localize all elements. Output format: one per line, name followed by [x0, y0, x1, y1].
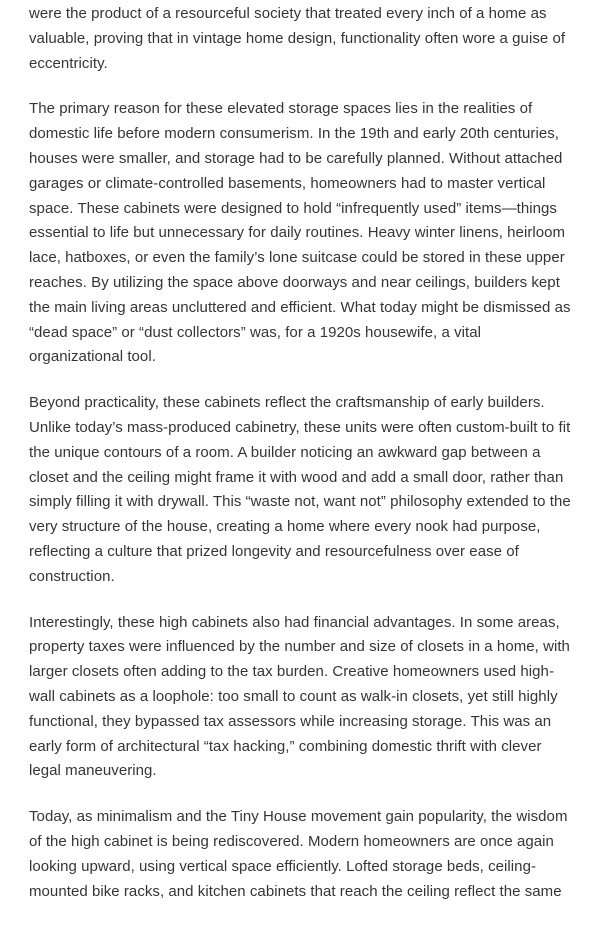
paragraph-primary-reason: The primary reason for these elevated storage spaces lies in the realities of domestic life before modern consumerism. In the 19th and early 20th centuries, houses were smaller, and storage had to be carefully planned. Without attached garages or climate-controlled basements, homeowners had to master vertical space. These cabinets were designed to hold “infrequently used” items—things essential to life but unnecessary for daily routines. Heavy winter linens, heirloom lace, hatboxes, or even the family’s lone suitcase could be stored in these upper reaches. By utilizing the space above doorways and near ceilings, builders kept the main living areas uncluttered and efficient. What today might be dismissed as “dead space” or “dust collectors” was, for a 1920s housewife, a vital organizational tool.: [29, 100, 571, 366]
article-body: [29, 2, 577, 925]
paragraph-financial-advantages: Interestingly, these high cabinets also had financial advantages. In some areas, property taxes were influenced by the number and size of closets in a home, with larger closets often adding to the tax burden. Creative homeowners used high-wall cabinets as a loophole: too small to count as walk-in closets, yet still highly functional, they bypassed tax assessors while increasing storage. This was an early form of architectural “tax hacking,” combining domestic thrift with clever legal maneuvering.: [29, 613, 570, 780]
paragraph-craftsmanship: Beyond practicality, these cabinets reflect the craftsmanship of early builders. Unlike today’s mass-produced cabinetry, these units were often custom-built to fit the unique contours of a room. A builder noticing an awkward gap between a closet and the ceiling might frame it with wood and add a small door, rather than simply filling it with drywall. This “waste not, want not” philosophy extended to the very structure of the house, creating a home where every nook had purpose, reflecting a culture that prized longevity and resourcefulness over ease of construction.: [29, 394, 571, 585]
paragraph-intro-conclusion: were the product of a resourceful society that treated every inch of a home as valuable, proving that in vintage home design, functionality often wore a guise of eccentricity.: [29, 5, 566, 72]
paragraph-modern-revival: Today, as minimalism and the Tiny House movement gain popularity, the wisdom of the high cabinet is being rediscovered. Modern homeowners are once again looking upward, using vertical space efficiently. Lofted storage beds, ceiling-mounted bike racks, and kitchen cabinets that reach the ceiling reflect the same: [29, 808, 568, 900]
